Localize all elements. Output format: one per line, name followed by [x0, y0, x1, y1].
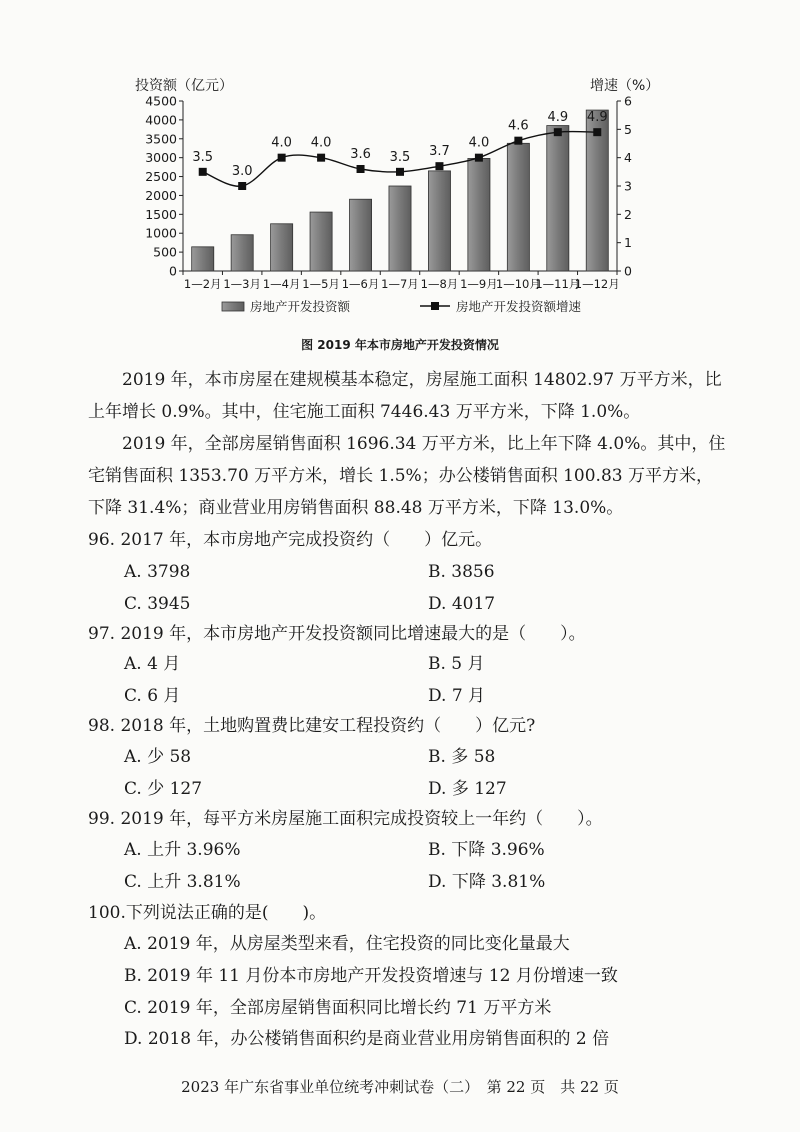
- x-tick-label: 1—4月: [262, 277, 301, 291]
- question-100-option-c[interactable]: C. 2019 年，全部房屋销售面积同比增长约 71 万平方米: [124, 998, 552, 1018]
- y2-tick-label: 1: [624, 235, 632, 251]
- question-97-option-c[interactable]: C. 6 月: [124, 686, 181, 706]
- question-96-option-d[interactable]: D. 4017: [428, 594, 496, 614]
- x-tick-label: 1—2月: [183, 277, 222, 291]
- question-98-option-c[interactable]: C. 少 127: [124, 779, 203, 799]
- legend-line-label: 房地产开发投资额增速: [456, 299, 582, 314]
- y2-tick-label: 5: [624, 121, 632, 137]
- y-tick-label: 0: [169, 263, 177, 279]
- y2-tick-label: 2: [624, 206, 632, 222]
- question-98-option-d[interactable]: D. 多 127: [428, 779, 507, 799]
- bar: [192, 247, 214, 271]
- y-tick-label: 2000: [145, 187, 177, 203]
- growth-data-label: 4.9: [547, 110, 569, 126]
- y-tick-label: 4500: [145, 93, 177, 109]
- paragraph-2: 2019 年，全部房屋销售面积 1696.34 万平方米，比上年下降 4.0%。其中，住宅销售面积 1353.70 万平方米，增长 1.5%；办公楼销售面积 100.83 万平方米，下降 31.4%；商业营业用房销售面积 88.48 万平方米，下降 13.0%。: [88, 434, 726, 518]
- y-tick-label: 3000: [145, 150, 177, 166]
- x-tick-label: 1—8月: [420, 277, 459, 291]
- y-tick-label: 4000: [145, 112, 177, 128]
- growth-point: [317, 154, 325, 162]
- x-tick-label: 1—10月: [495, 277, 541, 291]
- question-99-option-b[interactable]: B. 下降 3.96%: [428, 840, 545, 860]
- growth-data-label: 3.6: [350, 147, 371, 162]
- question-96-option-a[interactable]: A. 3798: [124, 562, 191, 582]
- y2-tick-label: 4: [624, 150, 632, 166]
- question-97-option-b[interactable]: B. 5 月: [428, 654, 485, 674]
- question-100-option-b[interactable]: B. 2019 年 11 月份本市房地产开发投资增速与 12 月份增速一致: [124, 966, 618, 986]
- x-tick-label: 1—5月: [302, 277, 340, 291]
- question-98-stem: 98. 2018 年，土地购置费比建安工程投资约（ ）亿元?: [88, 716, 536, 736]
- question-100-option-d[interactable]: D. 2018 年，办公楼销售面积约是商业营业用房销售面积的 2 倍: [124, 1029, 610, 1049]
- y2-tick-label: 3: [624, 178, 632, 194]
- x-tick-label: 1—6月: [341, 277, 380, 291]
- growth-data-label: 4.0: [468, 135, 490, 151]
- investment-chart: [0, 0, 800, 330]
- x-tick-label: 1—7月: [381, 277, 419, 291]
- x-tick-label: 1—12月: [574, 277, 620, 291]
- growth-point: [199, 168, 207, 176]
- question-100-stem: 100.下列说法正确的是( )。: [88, 903, 327, 923]
- y-tick-label: 3500: [145, 131, 177, 147]
- legend-bar-label: 房地产开发投资额: [250, 299, 351, 314]
- y-axis-title: 投资额（亿元）: [135, 78, 233, 94]
- growth-data-label: 4.0: [310, 135, 332, 151]
- growth-point: [278, 154, 286, 162]
- bar: [310, 212, 332, 271]
- growth-point: [396, 168, 404, 176]
- question-99-option-a[interactable]: A. 上升 3.96%: [124, 840, 241, 860]
- y2-axis-title: 增速（%）: [590, 78, 660, 94]
- bar: [349, 199, 371, 271]
- chart-legend: [222, 299, 582, 314]
- chart-line: [192, 110, 607, 190]
- question-96-option-c[interactable]: C. 3945: [124, 594, 191, 614]
- growth-data-label: 4.0: [271, 135, 292, 151]
- growth-data-label: 4.9: [586, 110, 608, 126]
- legend-bar-swatch: [222, 302, 244, 311]
- question-97-option-a[interactable]: A. 4 月: [124, 654, 181, 674]
- x-tick-label: 1—3月: [223, 277, 262, 291]
- growth-data-label: 3.0: [231, 164, 253, 179]
- question-96-option-b[interactable]: B. 3856: [428, 562, 495, 582]
- y2-tick-label: 0: [624, 263, 632, 279]
- y-tick-label: 1500: [145, 206, 177, 222]
- growth-point: [435, 162, 443, 170]
- question-98-option-a[interactable]: A. 少 58: [124, 747, 192, 767]
- growth-point: [357, 165, 365, 173]
- bar: [468, 158, 490, 271]
- bar: [428, 171, 450, 271]
- growth-data-label: 4.6: [508, 118, 529, 134]
- growth-data-label: 3.5: [192, 149, 214, 165]
- growth-point: [475, 154, 483, 162]
- y-tick-label: 2500: [145, 169, 177, 185]
- bar: [507, 143, 529, 271]
- question-97-stem: 97. 2019 年，本市房地产开发投资额同比增速最大的是（ ）。: [88, 624, 586, 644]
- growth-point: [514, 137, 522, 145]
- bar: [547, 126, 569, 271]
- question-99-option-d[interactable]: D. 下降 3.81%: [428, 872, 546, 892]
- bar: [271, 224, 293, 271]
- growth-data-label: 3.7: [429, 144, 450, 160]
- x-tick-label: 1—9月: [460, 277, 498, 291]
- bar: [389, 186, 411, 271]
- question-99-stem: 99. 2019 年，每平方米房屋施工面积完成投资较上一年约（ ）。: [88, 809, 603, 829]
- y2-tick-label: 6: [624, 93, 632, 109]
- growth-point: [554, 128, 562, 136]
- growth-point: [593, 128, 601, 136]
- growth-point: [238, 182, 246, 190]
- question-97-option-d[interactable]: D. 7 月: [428, 686, 486, 706]
- chart-caption: 图 2019 年本市房地产开发投资情况: [301, 338, 499, 352]
- y-tick-label: 1000: [145, 225, 177, 241]
- growth-data-label: 3.5: [389, 149, 411, 165]
- legend-line-marker: [431, 302, 439, 310]
- paragraph-1: 2019 年，本市房屋在建规模基本稳定，房屋施工面积 14802.97 万平方米，比上年增长 0.9%。其中，住宅施工面积 7446.43 万平方米，下降 1.0%。: [88, 370, 722, 422]
- question-96-stem: 96. 2017 年，本市房地产完成投资约（ ）亿元。: [88, 530, 493, 550]
- x-tick-label: 1—11月: [535, 277, 581, 291]
- page-footer: 2023 年广东省事业单位统考冲刺试卷（二） 第 22 页 共 22 页: [181, 1078, 619, 1096]
- question-98-option-b[interactable]: B. 多 58: [428, 747, 496, 767]
- question-99-option-c[interactable]: C. 上升 3.81%: [124, 872, 241, 892]
- question-100-option-a[interactable]: A. 2019 年，从房屋类型来看，住宅投资的同比变化量最大: [124, 934, 570, 954]
- bar: [231, 235, 253, 271]
- y-tick-label: 500: [153, 244, 177, 260]
